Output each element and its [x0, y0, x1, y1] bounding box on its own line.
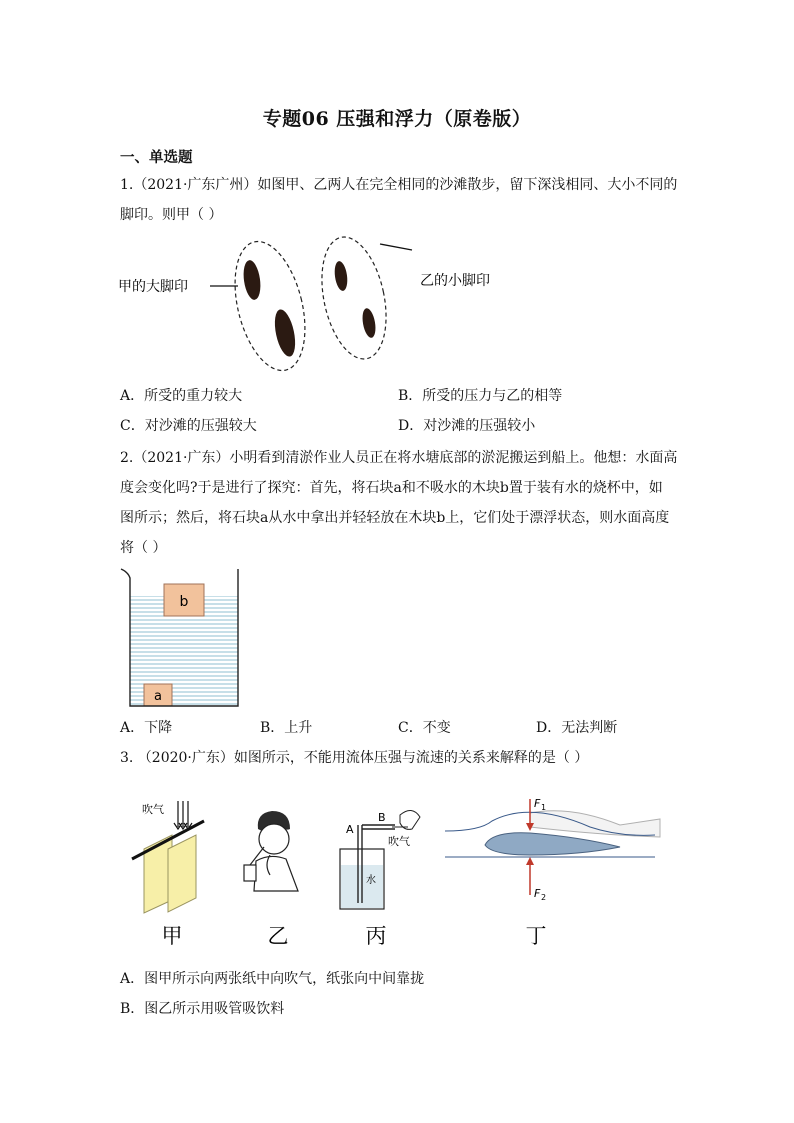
wing-shape	[485, 833, 620, 855]
figure-ding	[445, 797, 660, 902]
q1-option-c: C．对沙滩的压强较大	[120, 418, 257, 434]
drink-cup	[244, 865, 256, 881]
person-body	[254, 856, 298, 891]
question-3	[120, 743, 680, 773]
question-3-line-1: 3. （2020·广东）如图所示，不能用流体压强与流速的关系来解释的是（ ）	[120, 750, 589, 766]
label-b: b	[179, 594, 189, 610]
question-1	[120, 170, 680, 230]
label-f1: F	[534, 797, 541, 810]
question-1-line-1: 1.（2021·广东广州）如图甲、乙两人在完全相同的沙滩散步，留下深浅相同、大小不同的	[120, 177, 678, 193]
person-head	[259, 824, 289, 854]
question-2-line-4: 将（ ）	[120, 540, 167, 556]
figure-jia	[132, 801, 204, 913]
paper-right	[168, 835, 196, 912]
caption-ding: 丁	[525, 924, 547, 948]
leader-line-right	[380, 244, 412, 250]
label-small-footprint: 乙的小脚印	[420, 273, 490, 289]
label-blow-2: 吹气	[388, 835, 410, 848]
beaker-figure	[118, 566, 242, 712]
caption-bing: 丙	[365, 924, 387, 948]
page-title: 专题06 压强和浮力（原卷版）	[262, 108, 532, 130]
footprint-big-2	[271, 308, 299, 359]
q2-option-b: B．上升	[260, 720, 313, 736]
footprint-small-1	[333, 260, 349, 291]
q2-option-d: D．无法判断	[536, 720, 618, 736]
dashed-ellipse-left	[223, 236, 317, 372]
footprint-big-1	[241, 259, 262, 301]
label-f2-sub: 2	[541, 893, 547, 902]
label-big-footprint: 甲的大脚印	[118, 279, 188, 295]
q3-option-a: A．图甲所示向两张纸中向吹气，纸张向中间靠拢	[120, 971, 425, 987]
section-heading: 一、单选题	[120, 149, 193, 166]
caption-yi: 乙	[267, 924, 289, 948]
q3-option-b: B．图乙所示用吸管吸饮料	[120, 1001, 285, 1017]
fluid-pressure-figure	[120, 785, 665, 950]
q2-option-a: A．下降	[120, 720, 173, 736]
question-2	[120, 443, 680, 563]
label-B: B	[378, 811, 386, 824]
q2-option-c: C．不变	[398, 720, 451, 736]
footprint-small-2	[360, 307, 377, 339]
q1-option-b: B．所受的压力与乙的相等	[398, 388, 563, 404]
label-f2: F	[534, 887, 541, 900]
question-2-line-2: 度会变化吗?于是进行了探究：首先，将石块a和不吸水的木块b置于装有水的烧杯中，如	[120, 480, 663, 496]
label-a: a	[154, 689, 162, 704]
q1-option-a: A．所受的重力较大	[120, 388, 243, 404]
dashed-ellipse-right	[312, 236, 396, 365]
question-2-line-1: 2.（2021·广东）小明看到清淤作业人员正在将水塘底部的淤泥搬运到船上。他想：水面高	[120, 450, 678, 466]
label-f1-sub: 1	[541, 803, 547, 812]
label-blow-1: 吹气	[142, 803, 164, 816]
force-f2-head	[526, 857, 534, 865]
label-A: A	[346, 823, 354, 836]
footprints-figure	[110, 236, 530, 372]
figure-bing	[340, 810, 420, 909]
q1-option-d: D．对沙滩的压强较小	[398, 418, 536, 434]
label-water: 水	[366, 875, 376, 886]
figure-yi	[244, 811, 298, 891]
question-1-line-2: 脚印。则甲（ ）	[120, 207, 223, 223]
caption-jia: 甲	[161, 924, 183, 948]
question-2-line-3: 图所示；然后，将石块a从水中拿出并轻轻放在木块b上，它们处于漂浮状态，则水面高度	[120, 510, 670, 526]
